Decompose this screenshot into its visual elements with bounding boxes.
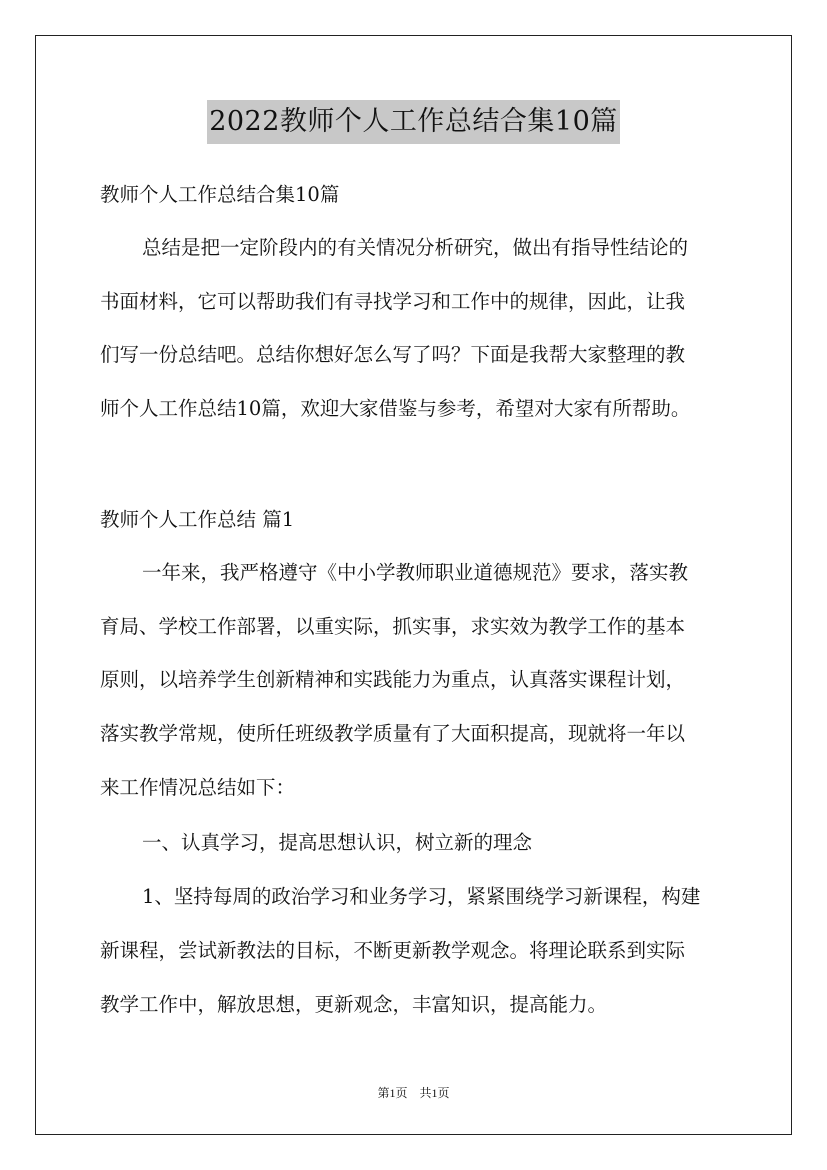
page-total: 共1页 <box>419 1086 450 1100</box>
intro-line-1: 总结是把一定阶段内的有关情况分析研究，做出有指导性结论的 <box>142 236 689 259</box>
sub-heading: 一、认真学习，提高思想认识，树立新的理念 <box>142 831 533 854</box>
para1-line-1: 一年来，我严格遵守《中小学教师职业道德规范》要求，落实教 <box>142 561 689 584</box>
para1-line-2: 育局、学校工作部署，以重实际，抓实事，求实效为教学工作的基本 <box>100 615 686 638</box>
intro-line-2: 书面材料，它可以帮助我们有寻找学习和工作中的规律，因此，让我 <box>100 290 686 313</box>
page-footer <box>0 1084 827 1101</box>
para1-line-3: 原则，以培养学生创新精神和实践能力为重点，认真落实课程计划， <box>100 668 686 691</box>
document-subtitle: 教师个人工作总结合集10篇 <box>100 183 340 206</box>
intro-line-4: 师个人工作总结10篇，欢迎大家借鉴与参考，希望对大家有所帮助。 <box>100 397 691 420</box>
page-number: 第1页 <box>377 1086 408 1100</box>
document-title: 2022教师个人工作总结合集10篇 <box>207 100 620 144</box>
para2-line-1: 1、坚持每周的政治学习和业务学习，紧紧围绕学习新课程，构建 <box>142 885 701 908</box>
para1-line-5: 来工作情况总结如下： <box>100 776 296 799</box>
para2-line-3: 教学工作中，解放思想，更新观念，丰富知识，提高能力。 <box>100 993 608 1016</box>
intro-line-3: 们写一份总结吧。总结你想好怎么写了吗？下面是我帮大家整理的教 <box>100 343 686 366</box>
title-container <box>0 100 827 144</box>
para2-line-2: 新课程，尝试新教法的目标，不断更新教学观念。将理论联系到实际 <box>100 939 686 962</box>
section-heading: 教师个人工作总结 篇1 <box>100 508 295 531</box>
para1-line-4: 落实教学常规，使所任班级教学质量有了大面积提高，现就将一年以 <box>100 722 686 745</box>
